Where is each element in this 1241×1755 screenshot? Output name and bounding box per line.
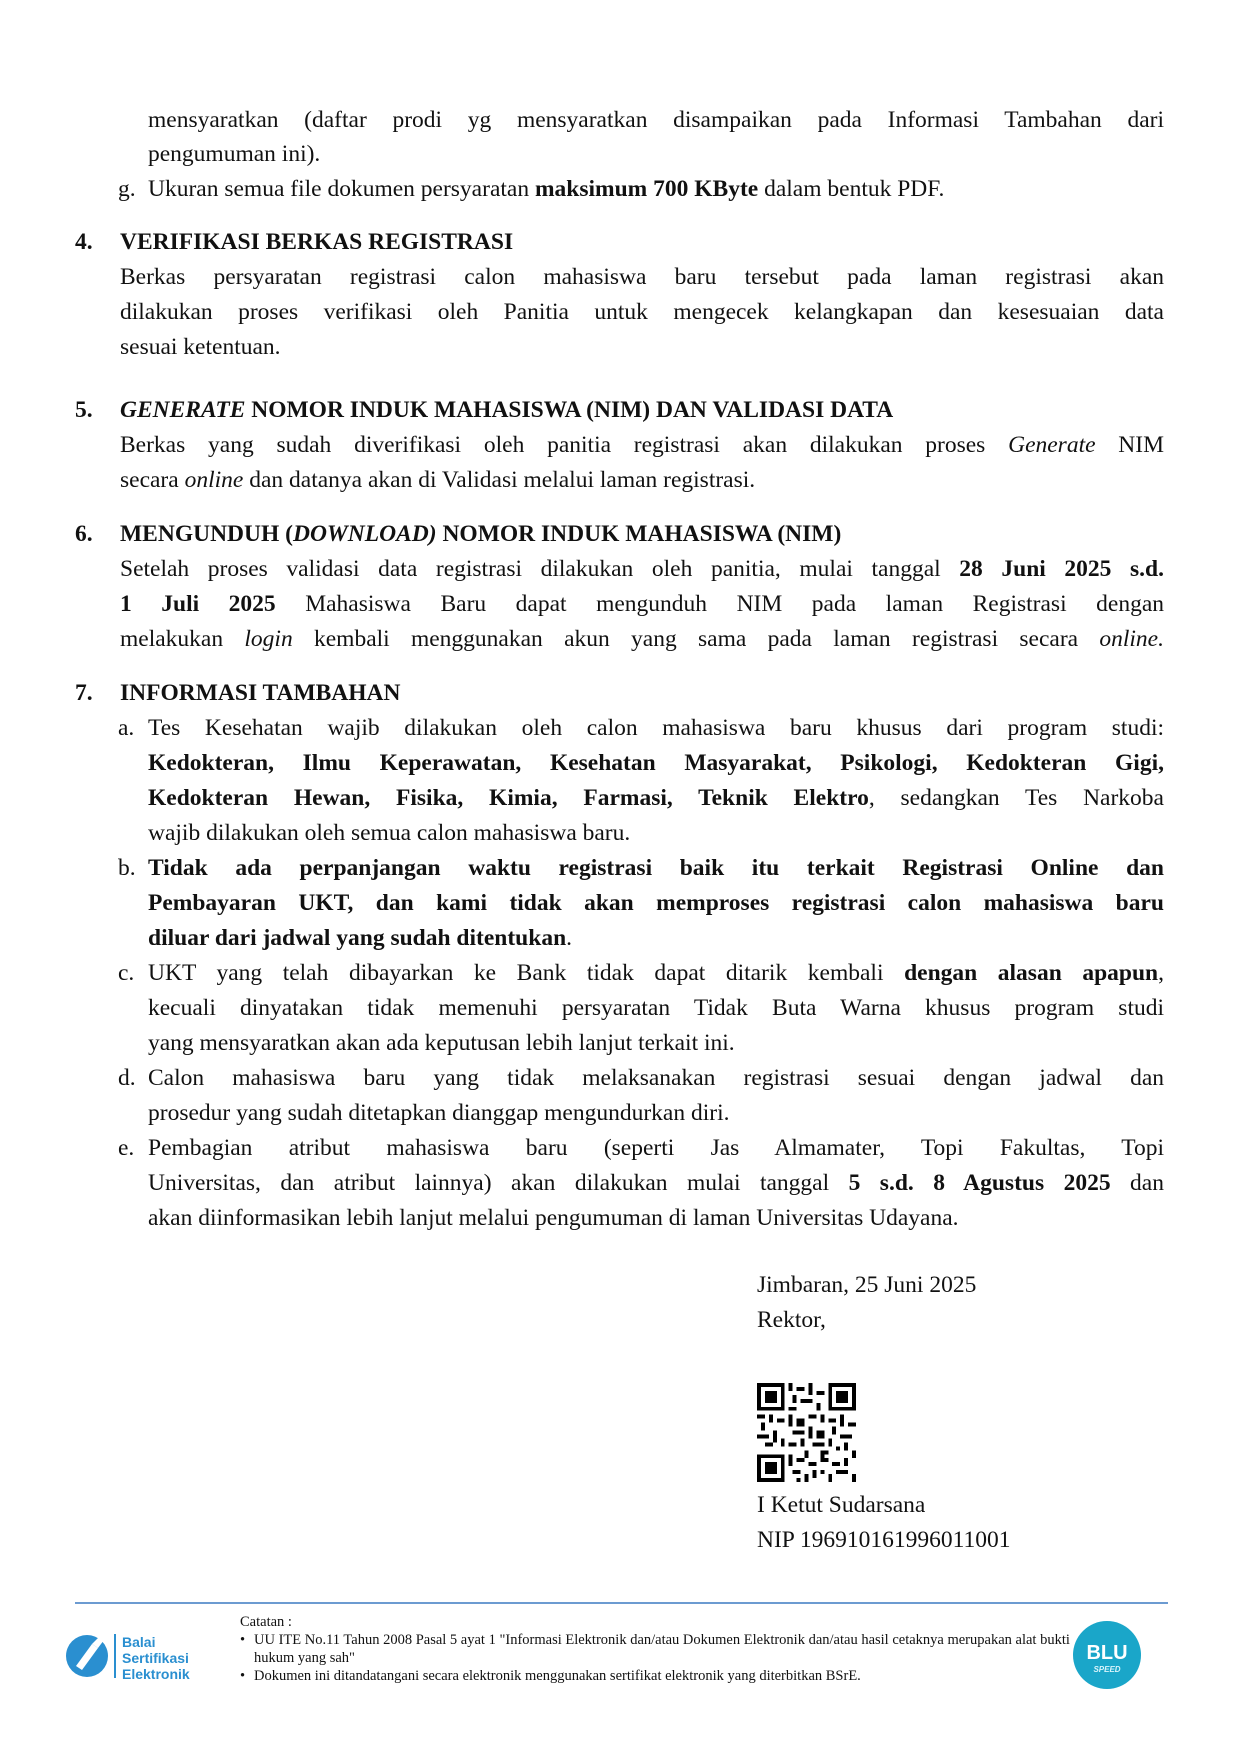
- section-6-line1: Setelah proses validasi data registrasi dilakukan oleh panitia, mulai tanggal 28 Juni 2025 s.d.: [120, 556, 1164, 582]
- item-7d-line1: Calon mahasiswa baru yang tidak melaksanakan registrasi sesuai dengan jadwal dan: [148, 1065, 1164, 1091]
- signature-place-date: Jimbaran, 25 Juni 2025: [757, 1272, 977, 1298]
- item-7a-line3: Kedokteran Hewan, Fisika, Kimia, Farmasi, Teknik Elektro, sedangkan Tes Narkoba: [148, 785, 1164, 811]
- footer-notes: [240, 1613, 1080, 1685]
- footer-note-2: • Dokumen ini ditandatangani secara elektronik menggunakan sertifikat elektronik yang diterbitkan BSrE.: [240, 1667, 1080, 1685]
- blu-speed-logo-icon: [1072, 1620, 1142, 1690]
- item-7a-label: a.: [118, 715, 135, 741]
- svg-text:SPEED: SPEED: [1093, 1665, 1121, 1674]
- bsre-logo-icon: [62, 1620, 222, 1686]
- item-7e-line1: Pembagian atribut mahasiswa baru (seperti Jas Almamater, Topi Fakultas, Topi: [148, 1135, 1164, 1161]
- svg-text:Sertifikasi: Sertifikasi: [122, 1650, 189, 1666]
- section-7-number: 7.: [75, 680, 93, 706]
- section-7-title: INFORMASI TAMBAHAN: [120, 680, 401, 706]
- footer-note-1: • UU ITE No.11 Tahun 2008 Pasal 5 ayat 1 "Informasi Elektronik dan/atau Dokumen Elektronik dan/atau hasil cetaknya merupakan alat bukti hukum yang sah": [240, 1631, 1080, 1667]
- signature-nip: NIP 196910161996011001: [757, 1527, 1011, 1553]
- section-6-line2: 1 Juli 2025 Mahasiswa Baru dapat mengunduh NIM pada laman Registrasi dengan: [120, 591, 1164, 617]
- section-5-line1: Berkas yang sudah diverifikasi oleh panitia registrasi akan dilakukan proses Generate NIM: [120, 432, 1164, 458]
- signature-role: Rektor,: [757, 1307, 826, 1333]
- item-7d-label: d.: [118, 1065, 136, 1091]
- item-7c-line2: kecuali dinyatakan tidak memenuhi persyaratan Tidak Buta Warna khusus program studi: [148, 995, 1164, 1021]
- item-7a-line4: wajib dilakukan oleh semua calon mahasiswa baru.: [148, 820, 631, 846]
- item-7d-line2: prosedur yang sudah ditetapkan dianggap mengundurkan diri.: [148, 1100, 730, 1126]
- svg-text:Balai: Balai: [122, 1634, 156, 1650]
- item-7b-label: b.: [118, 855, 136, 881]
- item-7c-line1: UKT yang telah dibayarkan ke Bank tidak dapat ditarik kembali dengan alasan apapun,: [148, 960, 1164, 986]
- item-f-continuation-line2: pengumuman ini).: [148, 141, 321, 167]
- footer-divider: [75, 1602, 1168, 1604]
- footer-notes-list: [240, 1631, 1080, 1685]
- item-7e-line2: Universitas, dan atribut lainnya) akan dilakukan mulai tanggal 5 s.d. 8 Agustus 2025 dan: [148, 1170, 1164, 1196]
- svg-text:Elektronik: Elektronik: [122, 1666, 190, 1682]
- section-6-title: MENGUNDUH (DOWNLOAD) NOMOR INDUK MAHASISWA (NIM): [120, 521, 842, 547]
- item-7a-line2: Kedokteran, Ilmu Keperawatan, Kesehatan Masyarakat, Psikologi, Kedokteran Gigi,: [148, 750, 1164, 776]
- item-g-text: Ukuran semua file dokumen persyaratan maksimum 700 KByte dalam bentuk PDF.: [148, 176, 945, 202]
- item-f-continuation-line1: mensyaratkan (daftar prodi yg mensyaratkan disampaikan pada Informasi Tambahan dari: [148, 107, 1164, 133]
- item-7c-label: c.: [118, 960, 135, 986]
- section-4-line3: sesuai ketentuan.: [120, 334, 281, 360]
- item-7a-line1: Tes Kesehatan wajib dilakukan oleh calon mahasiswa baru khusus dari program studi:: [148, 715, 1164, 741]
- section-4-line1: Berkas persyaratan registrasi calon mahasiswa baru tersebut pada laman registrasi akan: [120, 264, 1164, 290]
- item-7e-line3: akan diinformasikan lebih lanjut melalui pengumuman di laman Universitas Udayana.: [148, 1205, 959, 1231]
- section-4-title: VERIFIKASI BERKAS REGISTRASI: [120, 229, 514, 255]
- svg-text:BLU: BLU: [1086, 1642, 1128, 1664]
- section-5-title: GENERATE NOMOR INDUK MAHASISWA (NIM) DAN VALIDASI DATA: [120, 397, 894, 423]
- item-7e-label: e.: [118, 1135, 135, 1161]
- signature-name: I Ketut Sudarsana: [757, 1492, 926, 1518]
- item-g-label: g.: [118, 176, 136, 202]
- section-6-number: 6.: [75, 521, 93, 547]
- item-7b-line1: Tidak ada perpanjangan waktu registrasi baik itu terkait Registrasi Online dan: [148, 855, 1164, 881]
- item-7c-line3: yang mensyaratkan akan ada keputusan lebih lanjut terkait ini.: [148, 1030, 735, 1056]
- footer-notes-title: Catatan :: [240, 1614, 292, 1630]
- section-4-line2: dilakukan proses verifikasi oleh Panitia untuk mengecek kelangkapan dan kesesuaian data: [120, 299, 1164, 325]
- section-6-line3: melakukan login kembali menggunakan akun yang sama pada laman registrasi secara online.: [120, 626, 1164, 652]
- section-4-number: 4.: [75, 229, 93, 255]
- section-5-number: 5.: [75, 397, 93, 423]
- item-7b-line3: diluar dari jadwal yang sudah ditentukan.: [148, 925, 573, 951]
- section-5-line2: secara online dan datanya akan di Validasi melalui laman registrasi.: [120, 467, 756, 493]
- item-7b-line2: Pembayaran UKT, dan kami tidak akan memproses registrasi calon mahasiswa baru: [148, 890, 1164, 916]
- qr-code-icon: [757, 1383, 856, 1482]
